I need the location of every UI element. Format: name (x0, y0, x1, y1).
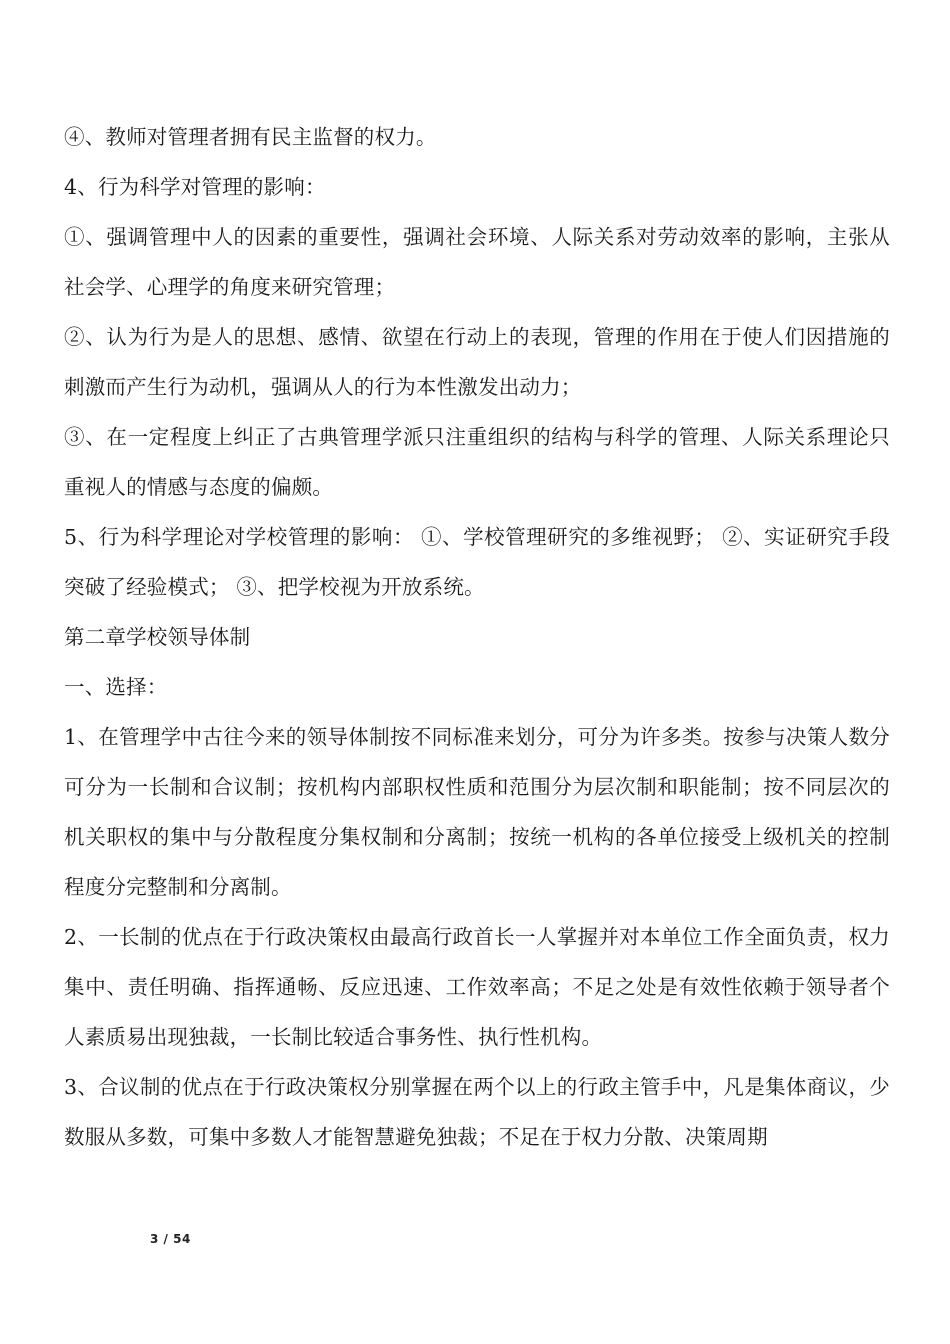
paragraph: 3、合议制的优点在于行政决策权分别掌握在两个以上的行政主管手中，凡是集体商议，少数服从多数，可集中多数人才能智慧避免独裁；不足在于权力分散、决策周期 (64, 1075, 890, 1149)
paragraph: ①、强调管理中人的因素的重要性，强调社会环境、人际关系对劳动效率的影响，主张从社会学、心理学的角度来研究管理； (64, 225, 890, 299)
paragraph: ②、认为行为是人的思想、感情、欲望在行动上的表现，管理的作用在于使人们因措施的刺激而产生行为动机，强调从人的行为本性激发出动力； (64, 325, 890, 399)
paragraph: 2、一长制的优点在于行政决策权由最高行政首长一人掌握并对本单位工作全面负责，权力集中、责任明确、指挥通畅、反应迅速、工作效率高；不足之处是有效性依赖于领导者个人素质易出现独裁，一长制比较适合事务性、执行性机构。 (64, 925, 890, 1049)
chapter-heading: 第二章学校领导体制 (64, 625, 251, 649)
section-heading: 一、选择： (64, 675, 168, 699)
paragraph: 5、行为科学理论对学校管理的影响： ①、学校管理研究的多维视野； ②、实证研究手段突破了经验模式； ③、把学校视为开放系统。 (64, 525, 890, 599)
paragraph: 4、行为科学对管理的影响： (64, 175, 326, 199)
paragraph: 1、在管理学中古往今来的领导体制按不同标准来划分，可分为许多类。按参与决策人数分可分为一长制和合议制；按机构内部职权性质和范围分为层次制和职能制；按不同层次的机关职权的集中与分散程度分集权制和分离制；按统一机构的各单位接受上级机关的控制程度分完整制和分离制。 (64, 725, 890, 899)
document-body (64, 112, 890, 1162)
page-number: 3 / 54 (150, 1232, 191, 1246)
paragraph: ③、在一定程度上纠正了古典管理学派只注重组织的结构与科学的管理、人际关系理论只重视人的情感与态度的偏颇。 (64, 425, 890, 499)
paragraph: ④、教师对管理者拥有民主监督的权力。 (64, 125, 437, 149)
